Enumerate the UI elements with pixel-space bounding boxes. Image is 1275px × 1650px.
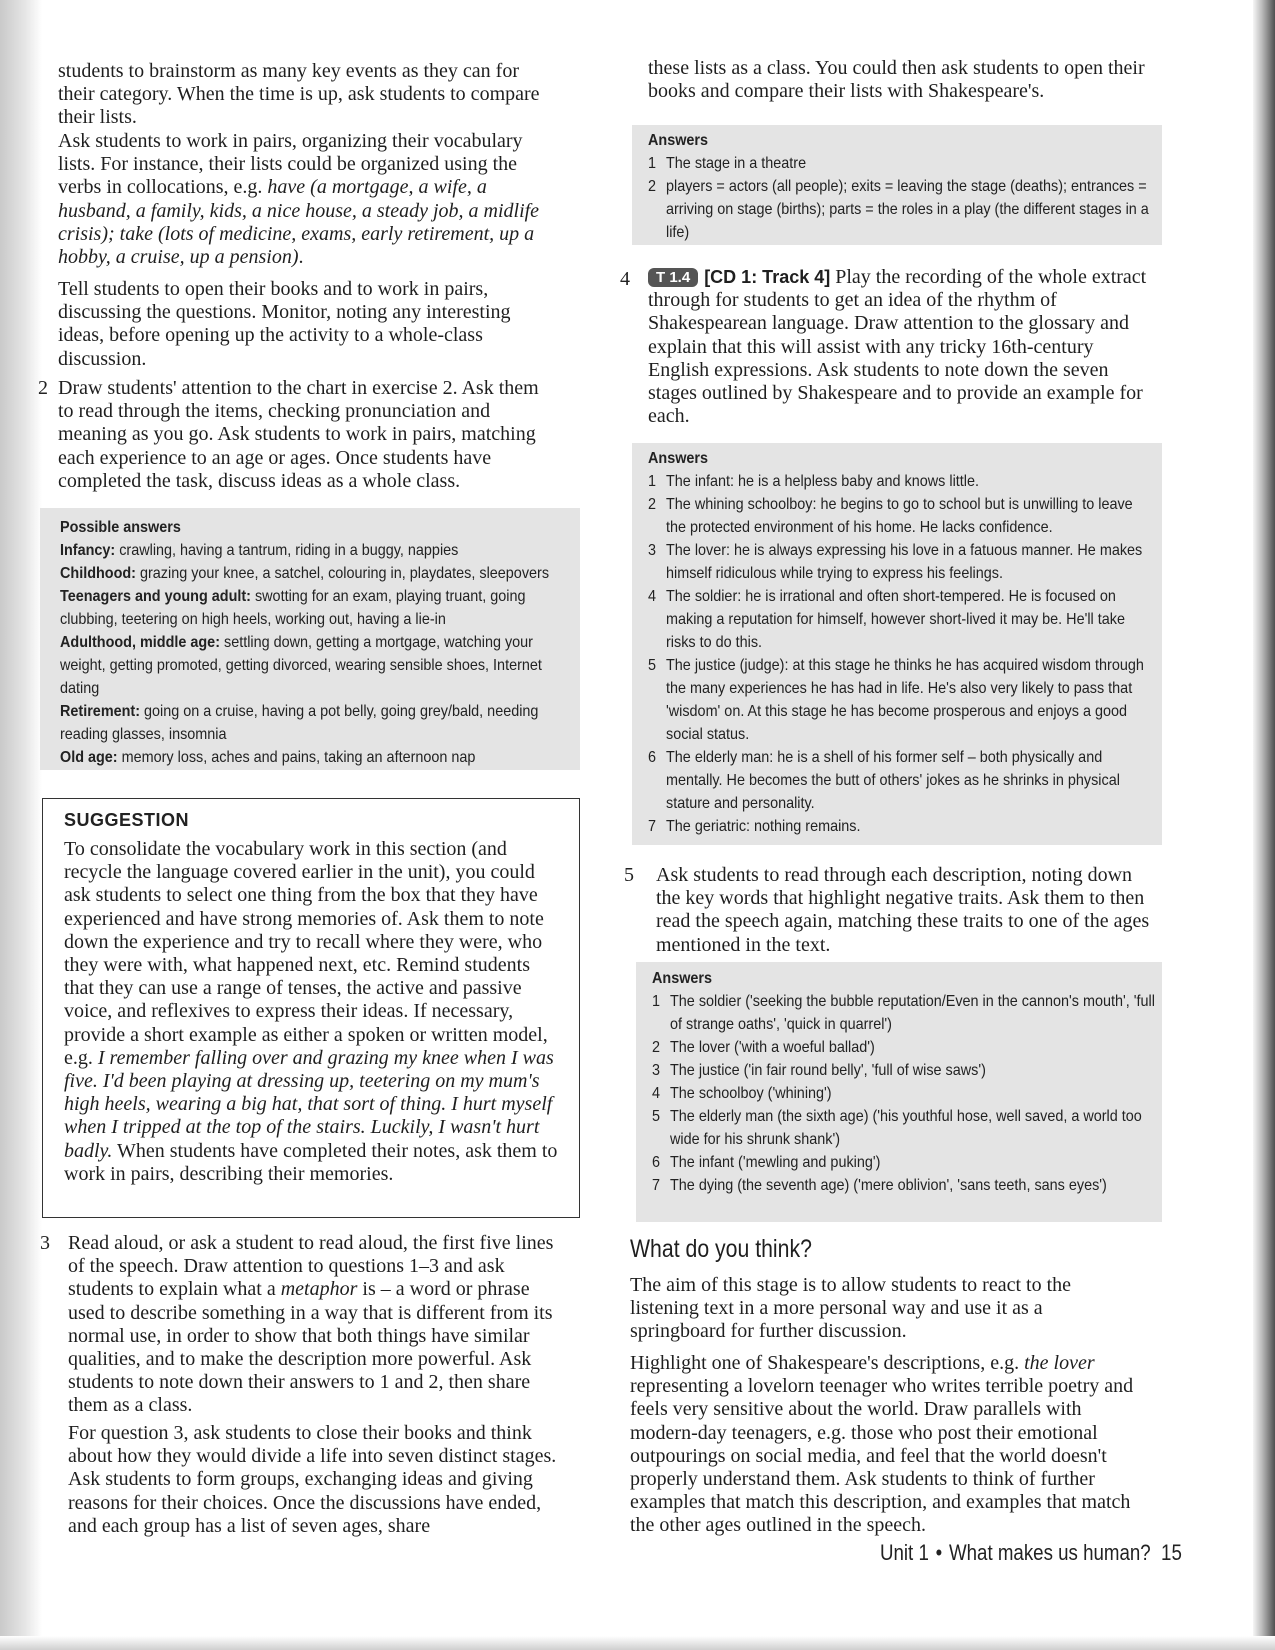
item-2-text: Draw students' attention to the chart in exercise 2. Ask them to read through the items, checking pronunciation and meaning as you go. Ask students to work in pairs, matching each experience to an age or ages. Once students have completed the task, discuss ideas as a whole class. [58,377,539,492]
answer-item: 2 The lover ('with a woeful ballad') [652,1039,875,1056]
possible-row: Infancy: crawling, having a tantrum, riding in a buggy, nappies [60,542,459,559]
p2-intro: Ask students to work in pairs, organizing their vocabulary lists. For instance, their lists could be organized using the verbs in collocations, e.g. [58,130,523,199]
p2-have-list: (a mortgage, a wife, a husband, a family, kids, a nice house, a steady job, a midlife crisis); [58,176,540,245]
possible-answers-heading: Possible answers [60,519,181,536]
left-paragraph-3: Tell students to open their books and to work in pairs, discussing the questions. Monitor, noting any interesting ideas, before opening up the activity to a whole-class discussion. [58,278,511,370]
item-2-number: 2 [38,377,48,399]
possible-row: Adulthood, middle age: settling down, getting a mortgage, watching your weight, getting promoted, getting divorced, wearing sensible shoes, Internet dating [60,634,542,697]
answer-item: 3 The lover: he is always expressing his love in a fatuous manner. He makes himself ridiculous while trying to express his feelings. [648,542,1143,582]
item-5-number: 5 [624,864,634,886]
scan-shadow-left [0,0,42,1650]
left-paragraph-1: students to brainstorm as many key events as they can for their category. When the time is up, ask students to compare their lists. [58,60,540,129]
answers-2 [648,448,1208,838]
suggestion-body: To consolidate the vocabulary work in this section (and recycle the language covered earlier in the unit), you could ask students to select one thing from the box that they have experienced and have strong memories of. Ask them to note down the experience and try to recall where they were, who they were with, what happened next, etc. Remind students that they can use a range of tenses, the active and passive voice, and reflexives to express their ideas. If necessary, provide a short example as either a spoken or written model, e.g. I remember falling over and grazing my knee when I was five. I'd been playing at dressing up, teetering on my mum's high heels, wearing a big hat, that sort of thing. I hurt myself when I tripped at the top of the stairs. Luckily, I wasn't hurt badly. When students have completed their notes, ask them to work in pairs, describing their memories. [64,838,558,1185]
answer-item: 4 The schoolboy ('whining') [652,1085,832,1102]
answer-item: 4 The soldier: he is irrational and often short-tempered. He is focused on making a reputation for himself, however short-lived it may be. He'll take risks to do this. [648,588,1125,651]
suggestion-title: SUGGESTION [64,810,190,830]
possible-row: Teenagers and young adult: swotting for an exam, playing truant, going clubbing, teetering on high heels, working out, having a lie-in [60,588,526,628]
the-lover: the lover [1024,1352,1095,1374]
answer-item: 1 The infant: he is a helpless baby and knows little. [648,473,979,490]
p2-take-list: (lots of medicine, exams, early retirement, up a hobby, a cruise, up a pension) [58,222,535,269]
answer-item: 3 The justice ('in fair round belly', 'full of wise saws') [652,1062,986,1079]
answer-item: 7 The geriatric: nothing remains. [648,818,861,835]
scan-shadow-bottom [0,1636,1275,1650]
possible-row: Retirement: going on a cruise, having a pot belly, going grey/bald, needing reading glasses, insomnia [60,703,539,743]
item-4-text: T 1.4 [CD 1: Track 4] Play the recording of the whole extract through for students to get an idea of the rhythm of Shakespearean language. Draw attention to the glossary and explain that this will assist with any tricky 16th-century English expressions. Ask students to note down the seven stages outlined by Shakespeare and to provide an example for each. [648,266,1147,428]
scan-shadow-right [1253,0,1275,1650]
p2-take: take [119,222,153,245]
footer-unit: Unit 1 [880,1540,929,1565]
item-5-text: Ask students to read through each description, noting down the key words that highlight negative traits. Ask them to then read the speech again, matching these traits to one of the ages mentioned in the text. [656,864,1150,956]
answer-item: 2 players = actors (all people); exits = leaving the stage (deaths); entrances = arriving on stage (births); parts = the roles in a play (the different stages in a life) [648,178,1149,241]
answer-item: 1 The soldier ('seeking the bubble reputation/Even in the cannon's mouth', 'full of strange oaths', 'quick in quarrel') [652,993,1155,1033]
possible-row: Old age: memory loss, aches and pains, taking an afternoon nap [60,749,476,766]
track-badge: T 1.4 [648,268,698,287]
footer-bullet: • [935,1540,943,1565]
answers-1-heading: Answers [648,132,709,149]
p2-end: . [298,246,304,269]
item-4-number: 4 [620,268,630,290]
wdyt-paragraph-1: The aim of this stage is to allow students to react to the listening text in a more personal way and use it as a springboard for further discussion. [630,1274,1072,1343]
page-number: 15 [1161,1540,1182,1565]
wdyt-paragraph-2: Highlight one of Shakespeare's descriptions, e.g. the lover representing a lovelorn teenager who writes terrible poetry and feels very sensitive about the world. Draw parallels with modern-day teenagers, e.g. those who post their emotional outpourings on social media, and feel that the world doesn't properly understand them. Ask students to think of further examples that match this description, and examples that match the other ages outlined in the speech. [630,1352,1134,1537]
item-3-number: 3 [40,1232,50,1254]
left-paragraph-2 [58,130,558,269]
item-3-paragraph-2: For question 3, ask students to close their books and think about how they would divide a life into seven distinct stages. Ask students to form groups, exchanging ideas and giving reasons for their choices. Once the discussions have ended, and each group has a list of seven ages, share [68,1422,557,1537]
answer-item: 6 The infant ('mewling and puking') [652,1154,881,1171]
answers-3 [652,968,1212,1197]
answer-item: 7 The dying (the seventh age) ('mere oblivion', 'sans teeth, sans eyes') [652,1177,1107,1194]
section-heading: What do you think? [630,1235,812,1263]
item-3-text: Read aloud, or ask a student to read aloud, the first five lines of the speech. Draw attention to questions 1–3 and ask students to explain what a metaphor is – a word or phrase used to describe something in a way that is different from its normal use, in order to show that both things have similar qualities, and to make the description more powerful. Ask students to note down their answers to 1 and 2, then share them as a class. [68,1232,554,1417]
right-paragraph-1: these lists as a class. You could then ask students to open their books and compare their lists with Shakespeare's. [648,57,1145,103]
footer-title: What makes us human? [949,1540,1151,1565]
answer-item: 1 The stage in a theatre [648,155,807,172]
answer-item: 5 The justice (judge): at this stage he thinks he has acquired wisdom through the many experiences he has had in life. He's also very likely to pass that 'wisdom' on. At this stage he has become prosperous and enjoys a good social status. [648,657,1144,743]
answer-item: 5 The elderly man (the sixth age) ('his youthful hose, well saved, a world too wide for his shrunk shank') [652,1108,1142,1148]
possible-answers [60,517,620,769]
answer-item: 2 The whining schoolboy: he begins to go to school but is unwilling to leave the protected environment of his home. He lacks confidence. [648,496,1133,536]
track-label: [CD 1: Track 4] [704,267,831,287]
answers-2-heading: Answers [648,450,709,467]
p2-have: have [267,176,306,199]
possible-row: Childhood: grazing your knee, a satchel, colouring in, playdates, sleepovers [60,565,550,582]
suggestion-example: I remember falling over and grazing my knee when I was five. I'd been playing at dressing up, teetering on my mum's high heels, wearing a big hat, that sort of thing. I hurt myself when I tripped at the top of the stairs. Luckily, I wasn't hurt badly. [64,1046,554,1162]
metaphor-word: metaphor [280,1278,358,1301]
answers-1 [648,130,1208,244]
answer-item: 6 The elderly man: he is a shell of his former self – both physically and mentally. He becomes the butt of others' jokes as he shrinks in physical stature and personality. [648,749,1120,812]
answers-3-heading: Answers [652,970,713,987]
page-footer [880,1540,1182,1566]
